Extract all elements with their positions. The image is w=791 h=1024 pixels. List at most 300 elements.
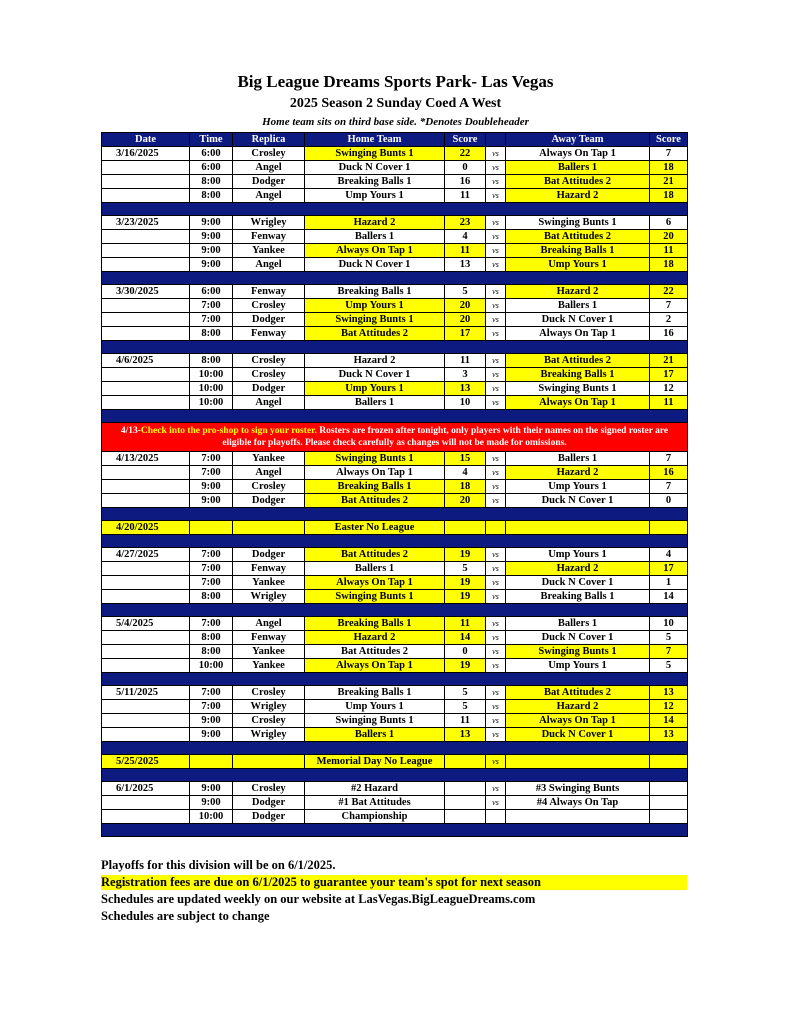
time-cell: 6:00 — [190, 147, 233, 161]
time-cell: 8:00 — [190, 189, 233, 203]
date-cell — [102, 244, 190, 258]
home-team-cell: Breaking Balls 1 — [305, 617, 445, 631]
away-team-cell: Ballers 1 — [506, 299, 650, 313]
separator-bar — [102, 341, 688, 354]
away-score-cell: 21 — [650, 175, 688, 189]
date-cell — [102, 700, 190, 714]
time-cell: 7:00 — [190, 700, 233, 714]
date-cell — [102, 631, 190, 645]
game-row — [102, 810, 688, 824]
home-team-cell: #2 Hazard — [305, 782, 445, 796]
replica-cell: Crosley — [233, 299, 305, 313]
time-cell: 9:00 — [190, 480, 233, 494]
away-score-cell: 17 — [650, 562, 688, 576]
separator-bar — [102, 508, 688, 521]
vs-cell: vs — [486, 382, 506, 396]
vs-cell: vs — [486, 714, 506, 728]
game-row — [102, 796, 688, 810]
replica-cell: Angel — [233, 396, 305, 410]
date-cell — [102, 313, 190, 327]
home-score-cell: 19 — [445, 590, 486, 604]
vs-cell: vs — [486, 368, 506, 382]
home-score-cell: 4 — [445, 230, 486, 244]
game-row — [102, 396, 688, 410]
home-score-cell: 5 — [445, 285, 486, 299]
time-cell: 10:00 — [190, 382, 233, 396]
away-score-cell — [650, 521, 688, 535]
vs-cell: vs — [486, 175, 506, 189]
date-cell — [102, 590, 190, 604]
away-team-cell: Duck N Cover 1 — [506, 631, 650, 645]
time-cell: 8:00 — [190, 175, 233, 189]
home-team-cell: Breaking Balls 1 — [305, 480, 445, 494]
home-score-cell: 0 — [445, 161, 486, 175]
page-title: Big League Dreams Sports Park- Las Vegas — [237, 72, 554, 91]
home-score-cell: 3 — [445, 368, 486, 382]
game-row — [102, 686, 688, 700]
away-score-cell — [650, 755, 688, 769]
time-cell: 9:00 — [190, 782, 233, 796]
home-team-cell: Bat Attitudes 2 — [305, 645, 445, 659]
vs-cell: vs — [486, 631, 506, 645]
col-time-header: Time — [190, 133, 233, 147]
date-cell: 3/16/2025 — [102, 147, 190, 161]
game-row — [102, 782, 688, 796]
away-score-cell: 14 — [650, 714, 688, 728]
home-team-cell: Bat Attitudes 2 — [305, 327, 445, 341]
away-team-cell: Always On Tap 1 — [506, 147, 650, 161]
away-score-cell: 2 — [650, 313, 688, 327]
home-score-cell: 5 — [445, 700, 486, 714]
game-row — [102, 659, 688, 673]
date-cell — [102, 396, 190, 410]
away-team-cell — [506, 755, 650, 769]
away-score-cell: 12 — [650, 700, 688, 714]
home-score-cell: 13 — [445, 382, 486, 396]
holiday-row — [102, 521, 688, 535]
time-cell: 10:00 — [190, 368, 233, 382]
game-row — [102, 382, 688, 396]
replica-cell: Wrigley — [233, 728, 305, 742]
date-cell: 4/20/2025 — [102, 521, 190, 535]
away-team-cell: Hazard 2 — [506, 700, 650, 714]
home-score-cell — [445, 755, 486, 769]
home-team-cell: Ballers 1 — [305, 230, 445, 244]
home-score-cell — [445, 796, 486, 810]
away-team-cell: #3 Swinging Bunts — [506, 782, 650, 796]
away-team-cell: Always On Tap 1 — [506, 327, 650, 341]
replica-cell: Dodger — [233, 494, 305, 508]
home-score-cell: 19 — [445, 576, 486, 590]
home-score-cell: 13 — [445, 258, 486, 272]
date-cell: 5/11/2025 — [102, 686, 190, 700]
away-team-cell — [506, 810, 650, 824]
home-team-cell: Swinging Bunts 1 — [305, 452, 445, 466]
away-score-cell — [650, 810, 688, 824]
replica-cell: Angel — [233, 161, 305, 175]
replica-cell: Crosley — [233, 147, 305, 161]
home-team-cell: Swinging Bunts 1 — [305, 590, 445, 604]
away-score-cell: 13 — [650, 728, 688, 742]
home-team-cell: Always On Tap 1 — [305, 576, 445, 590]
game-row — [102, 700, 688, 714]
vs-cell: vs — [486, 728, 506, 742]
holiday-label: Easter No League — [305, 521, 445, 535]
home-team-cell: Breaking Balls 1 — [305, 686, 445, 700]
away-team-cell: Ballers 1 — [506, 617, 650, 631]
time-cell: 7:00 — [190, 562, 233, 576]
vs-cell: vs — [486, 244, 506, 258]
time-cell: 7:00 — [190, 548, 233, 562]
game-row — [102, 313, 688, 327]
time-cell: 9:00 — [190, 230, 233, 244]
date-cell: 5/25/2025 — [102, 755, 190, 769]
website-note: Schedules are updated weekly on our website at LasVegas.BigLeagueDreams.com — [101, 892, 536, 906]
vs-cell: vs — [486, 466, 506, 480]
time-cell: 7:00 — [190, 313, 233, 327]
home-score-cell — [445, 521, 486, 535]
home-score-cell: 17 — [445, 327, 486, 341]
away-team-cell: Always On Tap 1 — [506, 396, 650, 410]
replica-cell: Yankee — [233, 244, 305, 258]
game-row — [102, 631, 688, 645]
away-score-cell: 16 — [650, 327, 688, 341]
away-score-cell: 4 — [650, 548, 688, 562]
home-score-cell — [445, 810, 486, 824]
home-score-cell: 11 — [445, 354, 486, 368]
week-separator — [102, 742, 688, 755]
replica-cell — [233, 755, 305, 769]
col-home-score-header: Score — [445, 133, 486, 147]
away-score-cell: 18 — [650, 258, 688, 272]
vs-cell: vs — [486, 590, 506, 604]
replica-cell: Angel — [233, 258, 305, 272]
game-row — [102, 452, 688, 466]
time-cell: 9:00 — [190, 728, 233, 742]
away-score-cell: 18 — [650, 161, 688, 175]
date-cell: 4/13/2025 — [102, 452, 190, 466]
vs-cell: vs — [486, 548, 506, 562]
week-separator — [102, 673, 688, 686]
separator-bar — [102, 742, 688, 755]
time-cell: 7:00 — [190, 452, 233, 466]
vs-cell: vs — [486, 659, 506, 673]
separator-bar — [102, 769, 688, 782]
date-cell: 4/6/2025 — [102, 354, 190, 368]
vs-cell: vs — [486, 230, 506, 244]
vs-cell: vs — [486, 576, 506, 590]
replica-cell: Dodger — [233, 796, 305, 810]
time-cell: 7:00 — [190, 686, 233, 700]
separator-bar — [102, 535, 688, 548]
date-cell — [102, 368, 190, 382]
home-team-cell: Swinging Bunts 1 — [305, 147, 445, 161]
home-team-cell: Swinging Bunts 1 — [305, 714, 445, 728]
replica-cell: Yankee — [233, 576, 305, 590]
away-team-cell: Duck N Cover 1 — [506, 576, 650, 590]
home-team-cell: Ump Yours 1 — [305, 700, 445, 714]
game-row — [102, 285, 688, 299]
game-row — [102, 368, 688, 382]
away-team-cell: Ump Yours 1 — [506, 258, 650, 272]
replica-cell: Yankee — [233, 452, 305, 466]
away-score-cell: 7 — [650, 299, 688, 313]
time-cell: 9:00 — [190, 494, 233, 508]
away-team-cell: Bat Attitudes 2 — [506, 175, 650, 189]
time-cell: 8:00 — [190, 631, 233, 645]
away-score-cell: 7 — [650, 480, 688, 494]
replica-cell: Wrigley — [233, 590, 305, 604]
away-team-cell: Duck N Cover 1 — [506, 728, 650, 742]
separator-bar — [102, 673, 688, 686]
vs-cell: vs — [486, 189, 506, 203]
replica-cell: Wrigley — [233, 216, 305, 230]
home-score-cell: 11 — [445, 189, 486, 203]
game-row — [102, 299, 688, 313]
away-team-cell: Bat Attitudes 2 — [506, 354, 650, 368]
week-separator — [102, 272, 688, 285]
time-cell: 10:00 — [190, 659, 233, 673]
vs-cell: vs — [486, 327, 506, 341]
game-row — [102, 189, 688, 203]
away-team-cell: Breaking Balls 1 — [506, 590, 650, 604]
registration-note: Registration fees are due on 6/1/2025 to guarantee your team's spot for next season — [101, 875, 687, 890]
replica-cell: Dodger — [233, 810, 305, 824]
date-cell — [102, 659, 190, 673]
away-score-cell: 18 — [650, 189, 688, 203]
vs-cell: vs — [486, 216, 506, 230]
holiday-label: Memorial Day No League — [305, 755, 445, 769]
roster-notice — [102, 423, 688, 452]
date-cell: 6/1/2025 — [102, 782, 190, 796]
vs-cell — [486, 521, 506, 535]
away-team-cell: Breaking Balls 1 — [506, 368, 650, 382]
away-team-cell: Hazard 2 — [506, 562, 650, 576]
date-cell — [102, 175, 190, 189]
away-team-cell: Always On Tap 1 — [506, 714, 650, 728]
home-score-cell: 10 — [445, 396, 486, 410]
week-separator — [102, 508, 688, 521]
home-score-cell: 4 — [445, 466, 486, 480]
vs-cell: vs — [486, 494, 506, 508]
date-cell — [102, 494, 190, 508]
away-score-cell: 7 — [650, 645, 688, 659]
home-team-cell: Hazard 2 — [305, 216, 445, 230]
date-cell: 4/27/2025 — [102, 548, 190, 562]
game-row — [102, 327, 688, 341]
away-score-cell: 10 — [650, 617, 688, 631]
away-score-cell: 17 — [650, 368, 688, 382]
vs-cell: vs — [486, 755, 506, 769]
replica-cell: Angel — [233, 466, 305, 480]
home-team-cell: Always On Tap 1 — [305, 244, 445, 258]
game-row — [102, 147, 688, 161]
home-team-note: Home team sits on third base side. *Denotes Doubleheader — [262, 116, 529, 128]
week-separator — [102, 341, 688, 354]
replica-cell: Yankee — [233, 659, 305, 673]
home-score-cell: 14 — [445, 631, 486, 645]
away-score-cell: 14 — [650, 590, 688, 604]
time-cell: 8:00 — [190, 645, 233, 659]
date-cell — [102, 299, 190, 313]
away-team-cell: Hazard 2 — [506, 285, 650, 299]
col-away-team-header: Away Team — [506, 133, 650, 147]
away-score-cell — [650, 796, 688, 810]
replica-cell: Dodger — [233, 175, 305, 189]
game-row — [102, 590, 688, 604]
away-score-cell: 5 — [650, 659, 688, 673]
home-score-cell: 5 — [445, 562, 486, 576]
date-cell — [102, 327, 190, 341]
date-cell — [102, 230, 190, 244]
time-cell — [190, 521, 233, 535]
table-header-row — [102, 133, 688, 147]
away-team-cell — [506, 521, 650, 535]
date-cell — [102, 728, 190, 742]
away-team-cell: Bat Attitudes 2 — [506, 686, 650, 700]
date-cell — [102, 645, 190, 659]
away-team-cell: Ump Yours 1 — [506, 548, 650, 562]
away-score-cell: 21 — [650, 354, 688, 368]
vs-cell: vs — [486, 645, 506, 659]
home-score-cell: 19 — [445, 548, 486, 562]
home-team-cell: Breaking Balls 1 — [305, 175, 445, 189]
replica-cell: Crosley — [233, 368, 305, 382]
game-row — [102, 216, 688, 230]
time-cell: 7:00 — [190, 576, 233, 590]
home-score-cell: 11 — [445, 714, 486, 728]
game-row — [102, 494, 688, 508]
separator-bar — [102, 824, 688, 837]
time-cell: 8:00 — [190, 354, 233, 368]
away-score-cell — [650, 782, 688, 796]
home-team-cell: Ump Yours 1 — [305, 299, 445, 313]
vs-cell: vs — [486, 299, 506, 313]
home-score-cell: 11 — [445, 617, 486, 631]
away-score-cell: 20 — [650, 230, 688, 244]
replica-cell: Fenway — [233, 327, 305, 341]
home-team-cell: Bat Attitudes 2 — [305, 494, 445, 508]
replica-cell: Angel — [233, 617, 305, 631]
home-team-cell: Duck N Cover 1 — [305, 368, 445, 382]
replica-cell: Crosley — [233, 354, 305, 368]
vs-cell — [486, 810, 506, 824]
away-score-cell: 11 — [650, 244, 688, 258]
page-subtitle: 2025 Season 2 Sunday Coed A West — [289, 96, 502, 111]
roster-notice-text — [102, 423, 688, 452]
date-cell — [102, 466, 190, 480]
notice-body: Rosters are frozen after tonight, only players with their names on the signed roster are eligible for playoffs. Please check carefully as changes will not be made for omissions. — [222, 426, 669, 448]
time-cell: 9:00 — [190, 796, 233, 810]
home-team-cell: Bat Attitudes 2 — [305, 548, 445, 562]
date-cell: 5/4/2025 — [102, 617, 190, 631]
week-separator — [102, 769, 688, 782]
away-score-cell: 16 — [650, 466, 688, 480]
col-home-team-header: Home Team — [305, 133, 445, 147]
week-separator — [102, 203, 688, 216]
date-cell — [102, 562, 190, 576]
game-row — [102, 161, 688, 175]
home-score-cell: 0 — [445, 645, 486, 659]
replica-cell: Angel — [233, 189, 305, 203]
home-team-cell: Hazard 2 — [305, 354, 445, 368]
col-vs-header — [486, 133, 506, 147]
vs-cell: vs — [486, 161, 506, 175]
time-cell: 7:00 — [190, 466, 233, 480]
game-row — [102, 617, 688, 631]
vs-cell: vs — [486, 396, 506, 410]
away-score-cell: 6 — [650, 216, 688, 230]
away-score-cell: 5 — [650, 631, 688, 645]
home-score-cell: 13 — [445, 728, 486, 742]
away-team-cell: Ballers 1 — [506, 161, 650, 175]
home-team-cell: Ballers 1 — [305, 396, 445, 410]
away-team-cell: Ballers 1 — [506, 452, 650, 466]
home-score-cell: 22 — [445, 147, 486, 161]
away-score-cell: 7 — [650, 452, 688, 466]
week-separator — [102, 824, 688, 837]
time-cell: 6:00 — [190, 161, 233, 175]
date-cell: 3/30/2025 — [102, 285, 190, 299]
time-cell: 9:00 — [190, 258, 233, 272]
home-score-cell: 20 — [445, 299, 486, 313]
playoffs-note: Playoffs for this division will be on 6/1/2025. — [101, 858, 336, 872]
home-team-cell: Ump Yours 1 — [305, 189, 445, 203]
vs-cell: vs — [486, 285, 506, 299]
separator-bar — [102, 410, 688, 423]
date-cell — [102, 189, 190, 203]
time-cell: 9:00 — [190, 216, 233, 230]
home-score-cell: 18 — [445, 480, 486, 494]
game-row — [102, 480, 688, 494]
schedule-table — [101, 132, 688, 837]
schedule-body — [102, 147, 688, 837]
time-cell: 6:00 — [190, 285, 233, 299]
time-cell: 7:00 — [190, 299, 233, 313]
replica-cell: Dodger — [233, 313, 305, 327]
away-score-cell: 11 — [650, 396, 688, 410]
home-score-cell: 20 — [445, 313, 486, 327]
home-score-cell: 16 — [445, 175, 486, 189]
date-cell: 3/23/2025 — [102, 216, 190, 230]
home-score-cell: 19 — [445, 659, 486, 673]
home-score-cell: 11 — [445, 244, 486, 258]
week-separator — [102, 410, 688, 423]
separator-bar — [102, 203, 688, 216]
home-score-cell — [445, 782, 486, 796]
vs-cell: vs — [486, 782, 506, 796]
time-cell: 9:00 — [190, 714, 233, 728]
away-team-cell: Bat Attitudes 2 — [506, 230, 650, 244]
replica-cell: Dodger — [233, 548, 305, 562]
col-replica-header: Replica — [233, 133, 305, 147]
game-row — [102, 258, 688, 272]
game-row — [102, 244, 688, 258]
separator-bar — [102, 604, 688, 617]
home-team-cell: Ump Yours 1 — [305, 382, 445, 396]
away-team-cell: Ump Yours 1 — [506, 480, 650, 494]
time-cell: 7:00 — [190, 617, 233, 631]
date-cell — [102, 382, 190, 396]
game-row — [102, 230, 688, 244]
notice-date: 4/13- — [120, 426, 141, 436]
away-team-cell: Ump Yours 1 — [506, 659, 650, 673]
away-score-cell: 12 — [650, 382, 688, 396]
vs-cell: vs — [486, 686, 506, 700]
time-cell: 10:00 — [190, 396, 233, 410]
separator-bar — [102, 272, 688, 285]
date-cell — [102, 796, 190, 810]
